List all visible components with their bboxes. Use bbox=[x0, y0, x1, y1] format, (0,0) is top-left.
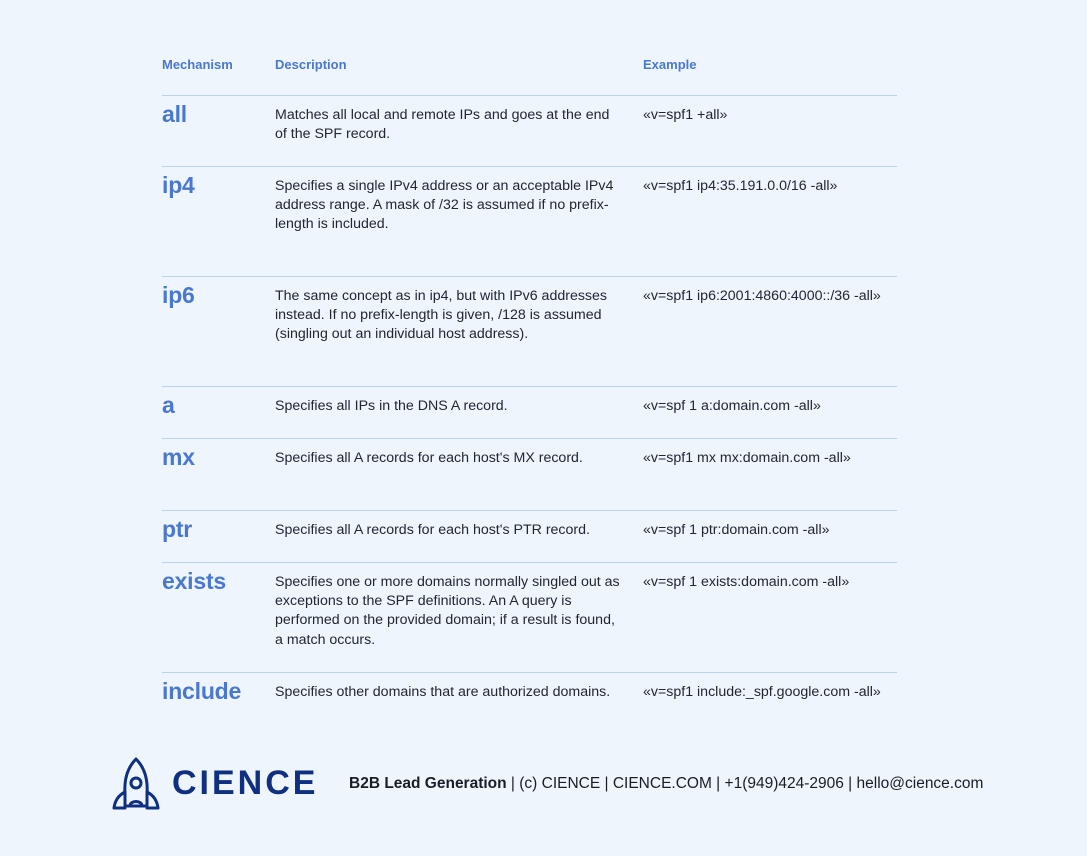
mechanism-example: «v=spf1 +all» bbox=[643, 107, 728, 123]
rocket-icon bbox=[112, 756, 160, 812]
mechanism-name: all bbox=[162, 101, 187, 127]
table-row bbox=[162, 438, 897, 511]
table-row bbox=[162, 276, 897, 387]
mechanism-example: «v=spf1 ip6:2001:4860:4000::/36 -all» bbox=[643, 288, 881, 304]
mechanism-example: «v=spf1 ip4:35.191.0.0/16 -all» bbox=[643, 178, 838, 194]
cience-wordmark: CIENCE bbox=[172, 764, 319, 802]
mechanism-description: Specifies a single IPv4 address or an acceptable IPv4 address range. A mask of /32 is assumed if no prefix-length is included. bbox=[275, 178, 614, 233]
header-mechanism: Mechanism bbox=[162, 57, 233, 72]
mechanism-example: «v=spf 1 ptr:domain.com -all» bbox=[643, 522, 830, 538]
mechanism-description: The same concept as in ip4, but with IPv6 addresses instead. If no prefix-length is given, /128 is assumed (singling out an individual host address). bbox=[275, 288, 608, 343]
mechanism-description: Specifies all A records for each host's PTR record. bbox=[275, 522, 590, 538]
footer-tagline: B2B Lead Generation bbox=[349, 775, 507, 792]
table-header bbox=[162, 57, 897, 77]
footer-details: | (c) CIENCE | CIENCE.COM | +1(949)424-2906 | hello@cience.com bbox=[506, 775, 984, 792]
header-description: Description bbox=[275, 57, 347, 72]
footer bbox=[0, 750, 1087, 820]
mechanism-name: a bbox=[162, 392, 175, 418]
mechanism-description: Matches all local and remote IPs and goes at the end of the SPF record. bbox=[275, 107, 610, 143]
mechanism-example: «v=spf 1 exists:domain.com -all» bbox=[643, 574, 850, 590]
table-row bbox=[162, 386, 897, 439]
mechanism-name: ip4 bbox=[162, 172, 195, 198]
table-row bbox=[162, 166, 897, 277]
mechanism-description: Specifies other domains that are authorized domains. bbox=[275, 684, 611, 700]
table-row bbox=[162, 95, 897, 167]
mechanism-description: Specifies one or more domains normally singled out as exceptions to the SPF definitions. An A query is performed on the provided domain; if a result is found, a match occurs. bbox=[275, 574, 620, 648]
header-example: Example bbox=[643, 57, 697, 72]
mechanism-name: include bbox=[162, 678, 242, 704]
mechanism-name: exists bbox=[162, 568, 227, 594]
table-row bbox=[162, 510, 897, 563]
mechanism-name: ip6 bbox=[162, 282, 195, 308]
mechanism-name: ptr bbox=[162, 516, 193, 542]
table-row bbox=[162, 672, 897, 713]
mechanism-example: «v=spf 1 a:domain.com -all» bbox=[643, 398, 821, 414]
mechanism-description: Specifies all A records for each host's MX record. bbox=[275, 450, 583, 466]
footer-contact-info bbox=[349, 775, 983, 793]
mechanism-example: «v=spf1 mx mx:domain.com -all» bbox=[643, 450, 851, 466]
mechanism-example: «v=spf1 include:_spf.google.com -all» bbox=[643, 684, 881, 700]
mechanism-description: Specifies all IPs in the DNS A record. bbox=[275, 398, 508, 414]
table-row bbox=[162, 562, 897, 673]
mechanism-name: mx bbox=[162, 444, 195, 470]
